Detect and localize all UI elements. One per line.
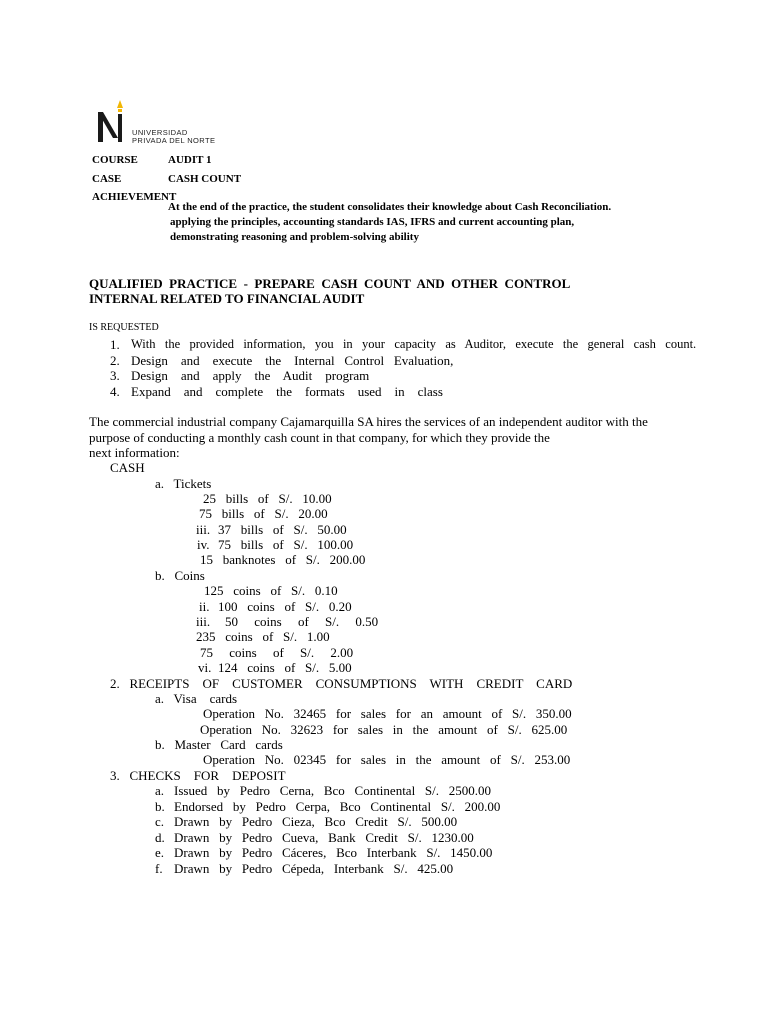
university-logo [132,129,215,145]
case-value: CASH COUNT [168,173,242,185]
ticket-line: 75 bills of S/. 100.00 [218,537,354,552]
page-title: INTERNAL RELATED TO FINANCIAL AUDIT [89,291,365,306]
intro-line: The commercial industrial company Cajamarquilla SA hires the services of an independent auditor with the [89,414,648,429]
check-letter: c. [155,814,165,829]
coin-line: 124 coins of S/. 5.00 [218,660,352,675]
list-item: With the provided information, you in your capacity as Auditor, execute the general cash count. [131,337,697,351]
list-item: Design and execute the Internal Control Evaluation, [131,353,454,368]
intro-line: purpose of conducting a monthly cash count in that company, for which they provide the [89,430,550,445]
check-letter: d. [155,830,165,845]
ticket-line: 25 bills of S/. 10.00 [203,491,332,506]
list-item: Design and apply the Audit program [131,368,370,383]
list-item-number: 4. [110,384,120,399]
case-label: CASE [92,173,122,185]
ticket-line-prefix: iv. [197,537,210,552]
visa-operation: Operation No. 32465 for sales for an amount of S/. 350.00 [203,706,572,721]
check-line: Drawn by Pedro Cépeda, Interbank S/. 425.00 [174,861,454,876]
ticket-line: 75 bills of S/. 20.00 [199,506,328,521]
list-item-number: 3. [110,368,120,383]
check-letter: a. [155,783,165,798]
page-title: QUALIFIED PRACTICE - PREPARE CASH COUNT AND OTHER CONTROL [89,276,571,291]
list-item-number: 1. [110,337,120,352]
ticket-line: 15 banknotes of S/. 200.00 [200,552,366,567]
logo-line-2: PRIVADA DEL NORTE [132,136,216,145]
coin-line: 235 coins of S/. 1.00 [196,629,330,644]
cash-heading: CASH [110,460,145,475]
visa-operation: Operation No. 32623 for sales in the amount of S/. 625.00 [200,722,568,737]
visa-label: a. Visa cards [155,691,238,706]
list-item: Expand and complete the formats used in class [131,384,443,399]
check-line: Endorsed by Pedro Cerpa, Bco Continental S/. 200.00 [174,799,501,814]
check-line: Drawn by Pedro Cáceres, Bco Interbank S/. 1450.00 [174,845,493,860]
achievement-label: ACHIEVEMENT [92,191,177,203]
check-line: Drawn by Pedro Cieza, Bco Credit S/. 500.00 [174,814,458,829]
coin-line-prefix: ii. [199,599,210,614]
list-item-number: 2. [110,353,120,368]
master-operation: Operation No. 02345 for sales in the amount of S/. 253.00 [203,752,571,767]
coin-line: 125 coins of S/. 0.10 [204,583,338,598]
coin-line: 100 coins of S/. 0.20 [218,599,352,614]
check-line: Issued by Pedro Cerna, Bco Continental S/. 2500.00 [174,783,492,798]
checks-heading: 3. CHECKS FOR DEPOSIT [110,768,286,783]
requested-label: IS REQUESTED [89,322,159,333]
ticket-line-prefix: iii. [196,522,211,537]
course-label: COURSE [92,154,138,166]
check-letter: b. [155,799,165,814]
achievement-line: applying the principles, accounting standards IAS, IFRS and current accounting plan, [170,216,575,228]
university-logo-icon [96,98,128,146]
coin-line-prefix: vi. [198,660,212,675]
achievement-line: demonstrating reasoning and problem-solving ability [170,231,419,243]
check-letter: f. [155,861,163,876]
achievement-line: At the end of the practice, the student consolidates their knowledge about Cash Reconciliation. [168,201,612,213]
master-label: b. Master Card cards [155,737,283,752]
coin-line-prefix: iii. [196,614,211,629]
tickets-label: a. Tickets [155,476,212,491]
coins-label: b. Coins [155,568,205,583]
check-line: Drawn by Pedro Cueva, Bank Credit S/. 1230.00 [174,830,474,845]
logo-line-1: UNIVERSIDAD [132,128,188,137]
coin-line: 75 coins of S/. 2.00 [200,645,354,660]
intro-line: next information: [89,445,180,460]
course-value: AUDIT 1 [168,154,212,166]
check-letter: e. [155,845,165,860]
ticket-line: 37 bills of S/. 50.00 [218,522,347,537]
coin-line: 50 coins of S/. 0.50 [225,614,379,629]
receipts-heading: 2. RECEIPTS OF CUSTOMER CONSUMPTIONS WITH CREDIT CARD [110,676,573,691]
